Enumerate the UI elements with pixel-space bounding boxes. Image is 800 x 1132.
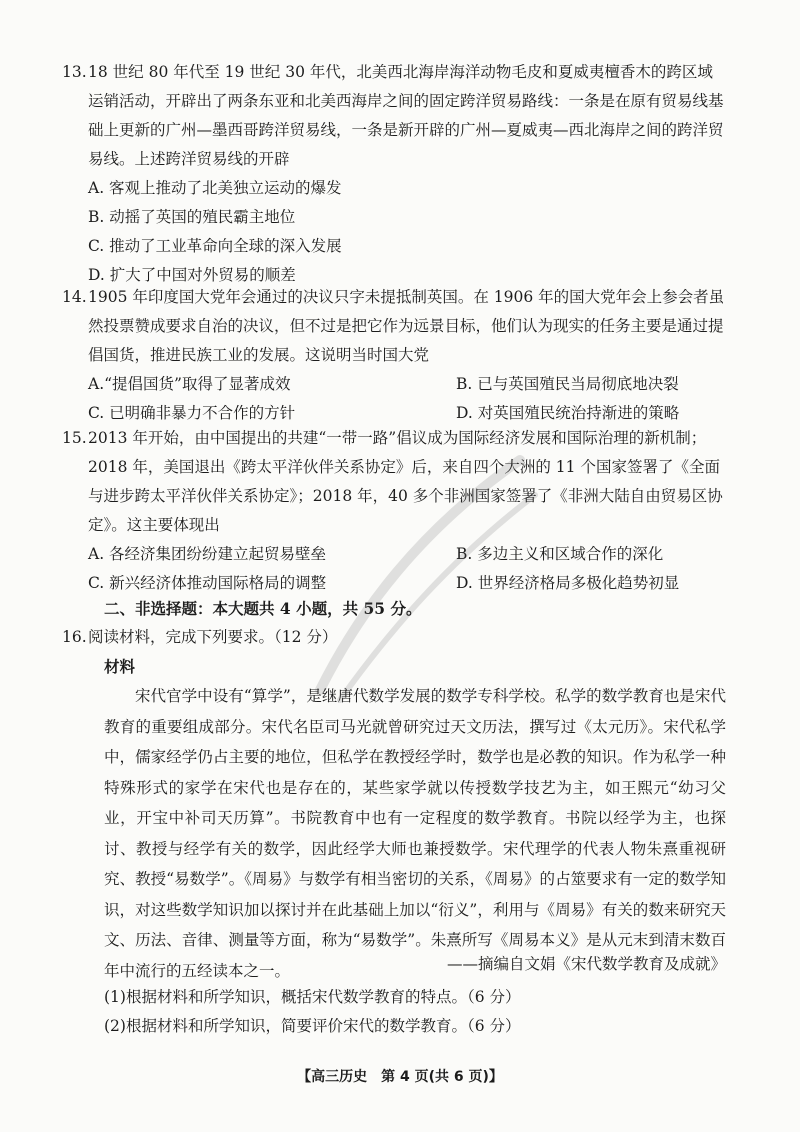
option-d: D. 世界经济格局多极化趋势初显 xyxy=(456,574,680,592)
material-source: ——摘编自文娟《宋代数学教育及成就》 xyxy=(446,955,726,973)
option-c: C. 推动了工业革命向全球的深入发展 xyxy=(88,237,342,255)
page-footer: 【高三历史 第 4 页(共 6 页)】 xyxy=(297,1069,503,1085)
question-16 xyxy=(62,623,728,652)
material-label: 材料 xyxy=(104,657,136,676)
option-a: A.“提倡国货”取得了显著成效 xyxy=(88,375,291,393)
option-b: B. 多边主义和区域合作的深化 xyxy=(456,545,664,563)
options-row xyxy=(88,370,728,399)
question-13 xyxy=(62,58,728,290)
option-b: B. 动摇了英国的殖民霸主地位 xyxy=(88,208,296,226)
question-number: 16. xyxy=(62,628,87,646)
question-stem: 阅读材料，完成下列要求。（12 分） xyxy=(88,628,338,646)
question-stem: 2013 年开始，由中国提出的共建“一带一路”倡议成为国际经济发展和国际治理的新机制；2018 年，美国退出《跨太平洋伙伴关系协定》后，来自四个大洲的 11 个国家签署了《全面与进步跨太平洋伙伴关系协定》；2018 年，40 多个非洲国家签署了《非洲大陆自由贸易区协定》。这主要体现出 xyxy=(88,429,723,534)
option-c: C. 新兴经济体推动国际格局的调整 xyxy=(88,574,327,592)
option-b: B. 已与英国殖民当局彻底地决裂 xyxy=(456,375,679,393)
question-stem: 1905 年印度国大党年会通过的决议只字未提抵制英国。在 1906 年的国大党年会上参会者虽然投票赞成要求自治的决议，但不过是把它作为远景目标，他们认为现实的任务主要是通过提倡国货，推进民族工业的发展。这说明当时国大党 xyxy=(88,288,725,364)
question-number: 14. xyxy=(62,288,87,306)
material-passage: 宋代官学中设有“算学”，是继唐代数学发展的数学专科学校。私学的数学教育也是宋代教育的重要组成部分。宋代名臣司马光就曾研究过天文历法，撰写过《太元历》。宋代私学中，儒家经学仍占主要的地位，但私学在教授经学时，数学也是必教的知识。作为私学一种特殊形式的家学在宋代也是存在的，某些家学就以传授数学技艺为主，如王熙元“幼习父业，开宝中补司天历算”。书院教育中也有一定程度的数学教育。书院以经学为主，也探讨、教授与经学有关的数学，因此经学大师也兼授数学。宋代理学的代表人物朱熹重视研究、教授“易数学”。《周易》与数学有相当密切的关系，《周易》的占筮要求有一定的数学知识，对这些数学知识加以探讨并在此基础上加以“衍义”，利用与《周易》有关的数来研究天文、历法、音律、测量等方面，称为“易数学”。朱熹所写《周易本义》是从元末到清末数百年中流行的五经读本之一。 xyxy=(104,687,726,980)
option-d: D. 扩大了中国对外贸易的顺差 xyxy=(88,266,296,284)
options-row xyxy=(88,540,728,569)
option-a: A. 各经济集团纷纷建立起贸易壁垒 xyxy=(88,545,327,563)
sub-question-1: (1)根据材料和所学知识，概括宋代数学教育的特点。（6 分） xyxy=(104,988,521,1006)
option-d: D. 对英国殖民统治持渐进的策略 xyxy=(456,404,680,422)
section-heading: 二、非选择题：本大题共 4 小题，共 55 分。 xyxy=(104,599,422,618)
option-a: A. 客观上推动了北美独立运动的爆发 xyxy=(88,179,342,197)
question-stem: 18 世纪 80 年代至 19 世纪 30 年代，北美西北海岸海洋动物毛皮和夏威夷檀香木的跨区域运销活动，开辟出了两条东亚和北美西海岸之间的固定跨洋贸易路线：一条是在原有贸易线基础上更新的广州—墨西哥跨洋贸易线，一条是新开辟的广州—夏威夷—西北海岸之间的跨洋贸易线。上述跨洋贸易线的开辟 xyxy=(88,63,724,168)
sub-question-2: (2)根据材料和所学知识，简要评价宋代的数学教育。（6 分） xyxy=(104,1017,521,1035)
question-14 xyxy=(62,283,728,428)
option-c: C. 已明确非暴力不合作的方针 xyxy=(88,404,296,422)
question-number: 15. xyxy=(62,429,87,447)
question-number: 13. xyxy=(62,63,87,81)
question-15 xyxy=(62,424,728,598)
